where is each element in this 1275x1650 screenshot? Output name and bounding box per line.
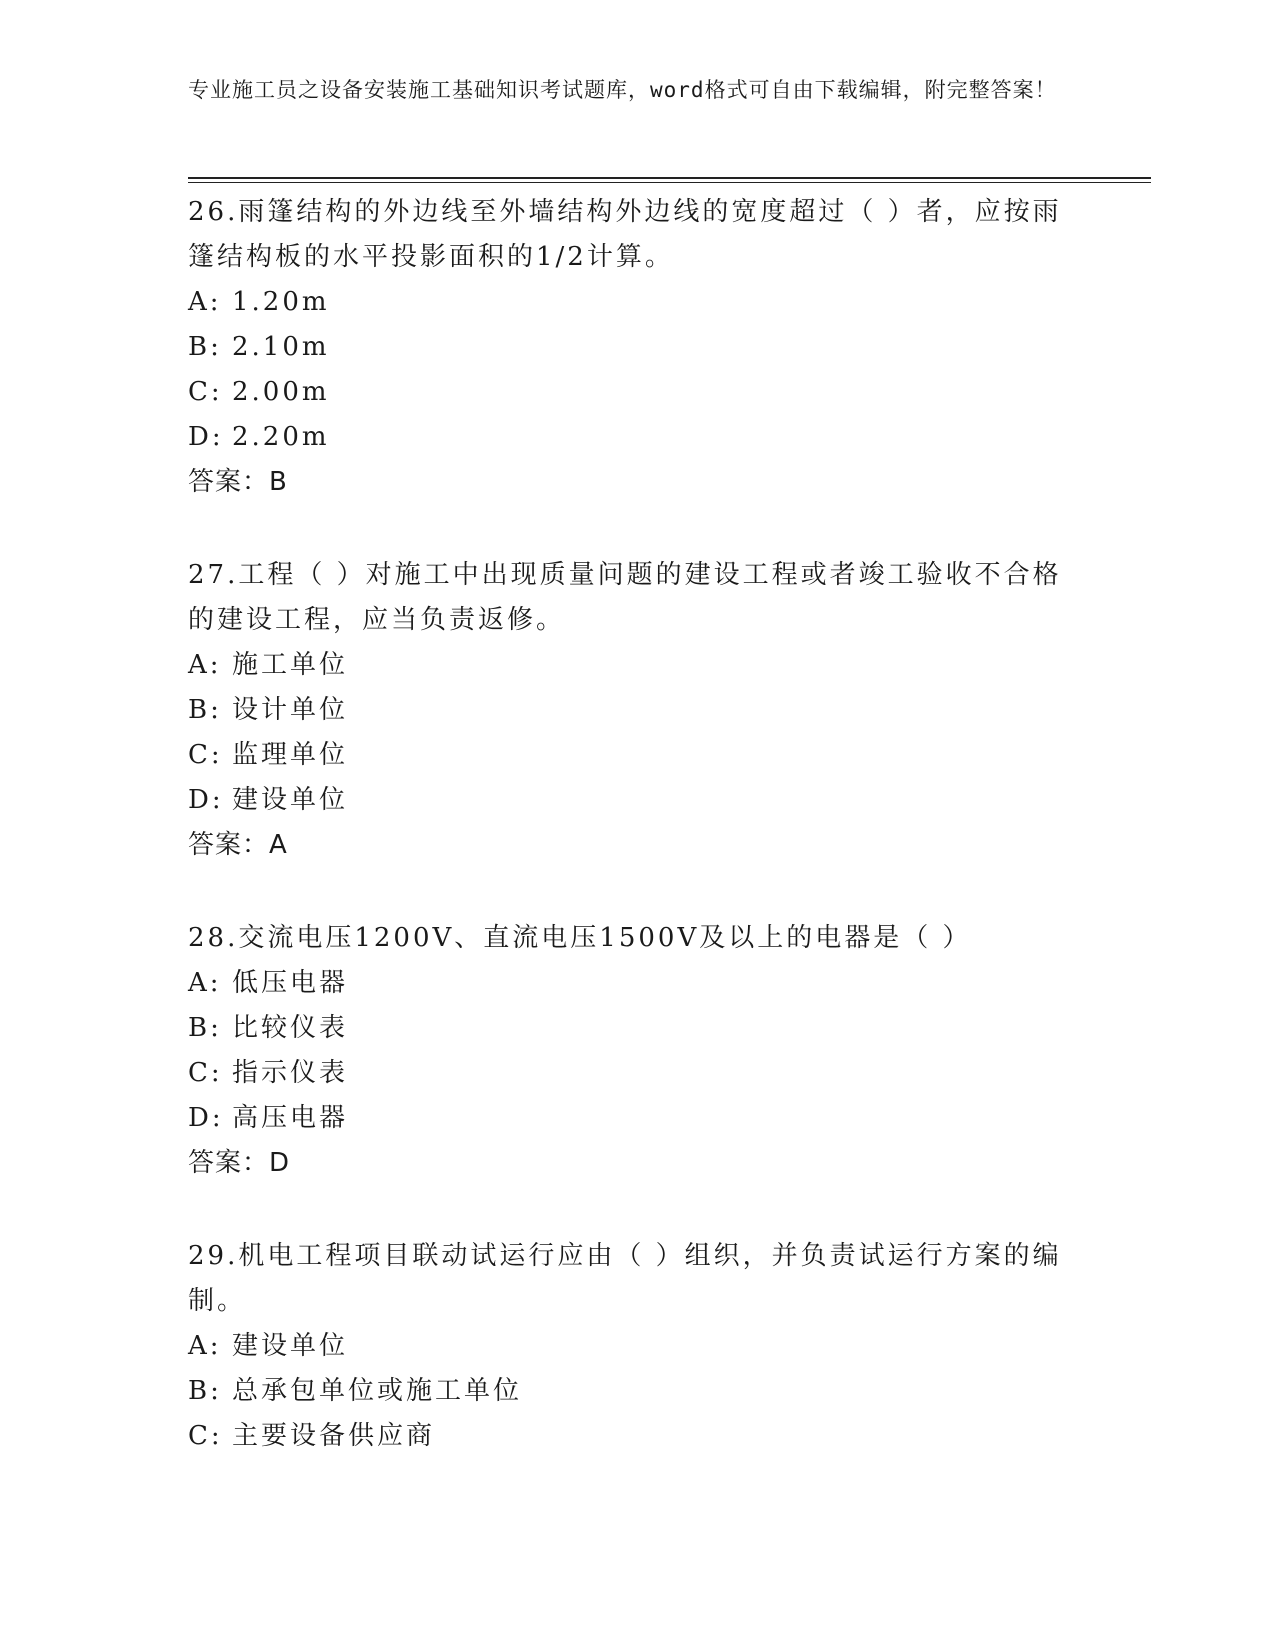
option-label: A:	[188, 287, 222, 317]
document-header: 专业施工员之设备安装施工基础知识考试题库，word格式可自由下载编辑，附完整答案！	[188, 78, 1057, 102]
question-28	[188, 916, 1088, 1186]
option-label: D:	[188, 785, 224, 815]
option-label: A:	[188, 1331, 222, 1361]
option-b	[188, 1369, 1088, 1414]
option-label: D:	[188, 422, 224, 452]
option-text: 低压电器	[232, 968, 349, 998]
question-27	[188, 553, 1088, 868]
option-text: 建设单位	[232, 1331, 349, 1361]
answer-line: 答案：A	[188, 830, 288, 860]
question-text: 26.雨篷结构的外边线至外墙结构外边线的宽度超过（ ）者，应按雨篷结构板的水平投影面积的1/2计算。	[188, 197, 1062, 272]
question-text: 27.工程（ ）对施工中出现质量问题的建设工程或者竣工验收不合格的建设工程，应当负责返修。	[188, 560, 1062, 635]
option-c	[188, 370, 1088, 415]
option-d	[188, 415, 1088, 460]
option-text: 高压电器	[232, 1103, 349, 1133]
option-text: 1.20m	[232, 287, 330, 317]
option-a	[188, 280, 1088, 325]
option-label: B:	[188, 1376, 222, 1406]
option-c	[188, 1051, 1088, 1096]
option-label: C:	[188, 740, 223, 770]
option-a	[188, 1324, 1088, 1369]
option-text: 指示仪表	[232, 1058, 349, 1088]
option-text: 监理单位	[232, 740, 349, 770]
option-b	[188, 688, 1088, 733]
question-text: 28.交流电压1200V、直流电压1500V及以上的电器是（ ）	[188, 923, 972, 953]
option-text: 施工单位	[232, 650, 349, 680]
option-text: 设计单位	[232, 695, 349, 725]
option-label: D:	[188, 1103, 224, 1133]
option-text: 2.20m	[232, 422, 330, 452]
option-b	[188, 325, 1088, 370]
question-26	[188, 190, 1088, 505]
option-label: B:	[188, 695, 222, 725]
option-text: 建设单位	[232, 785, 349, 815]
option-label: C:	[188, 377, 223, 407]
option-label: C:	[188, 1421, 223, 1451]
answer-line: 答案：D	[188, 1148, 291, 1178]
question-29	[188, 1234, 1088, 1459]
option-a	[188, 643, 1088, 688]
option-label: C:	[188, 1058, 223, 1088]
option-c	[188, 1414, 1088, 1459]
option-d	[188, 1096, 1088, 1141]
header-rule-thick	[188, 177, 1151, 179]
option-label: B:	[188, 1013, 222, 1043]
question-list	[188, 190, 1088, 1507]
option-c	[188, 733, 1088, 778]
option-d	[188, 778, 1088, 823]
option-label: A:	[188, 650, 222, 680]
option-a	[188, 961, 1088, 1006]
option-text: 比较仪表	[232, 1013, 349, 1043]
option-label: A:	[188, 968, 222, 998]
header-rule-thin	[188, 182, 1151, 183]
answer-line: 答案：B	[188, 467, 288, 497]
option-label: B:	[188, 332, 222, 362]
option-text: 主要设备供应商	[232, 1421, 436, 1451]
option-text: 2.10m	[232, 332, 330, 362]
option-text: 总承包单位或施工单位	[232, 1376, 523, 1406]
option-text: 2.00m	[232, 377, 330, 407]
option-b	[188, 1006, 1088, 1051]
question-text: 29.机电工程项目联动试运行应由（ ）组织，并负责试运行方案的编制。	[188, 1241, 1062, 1316]
